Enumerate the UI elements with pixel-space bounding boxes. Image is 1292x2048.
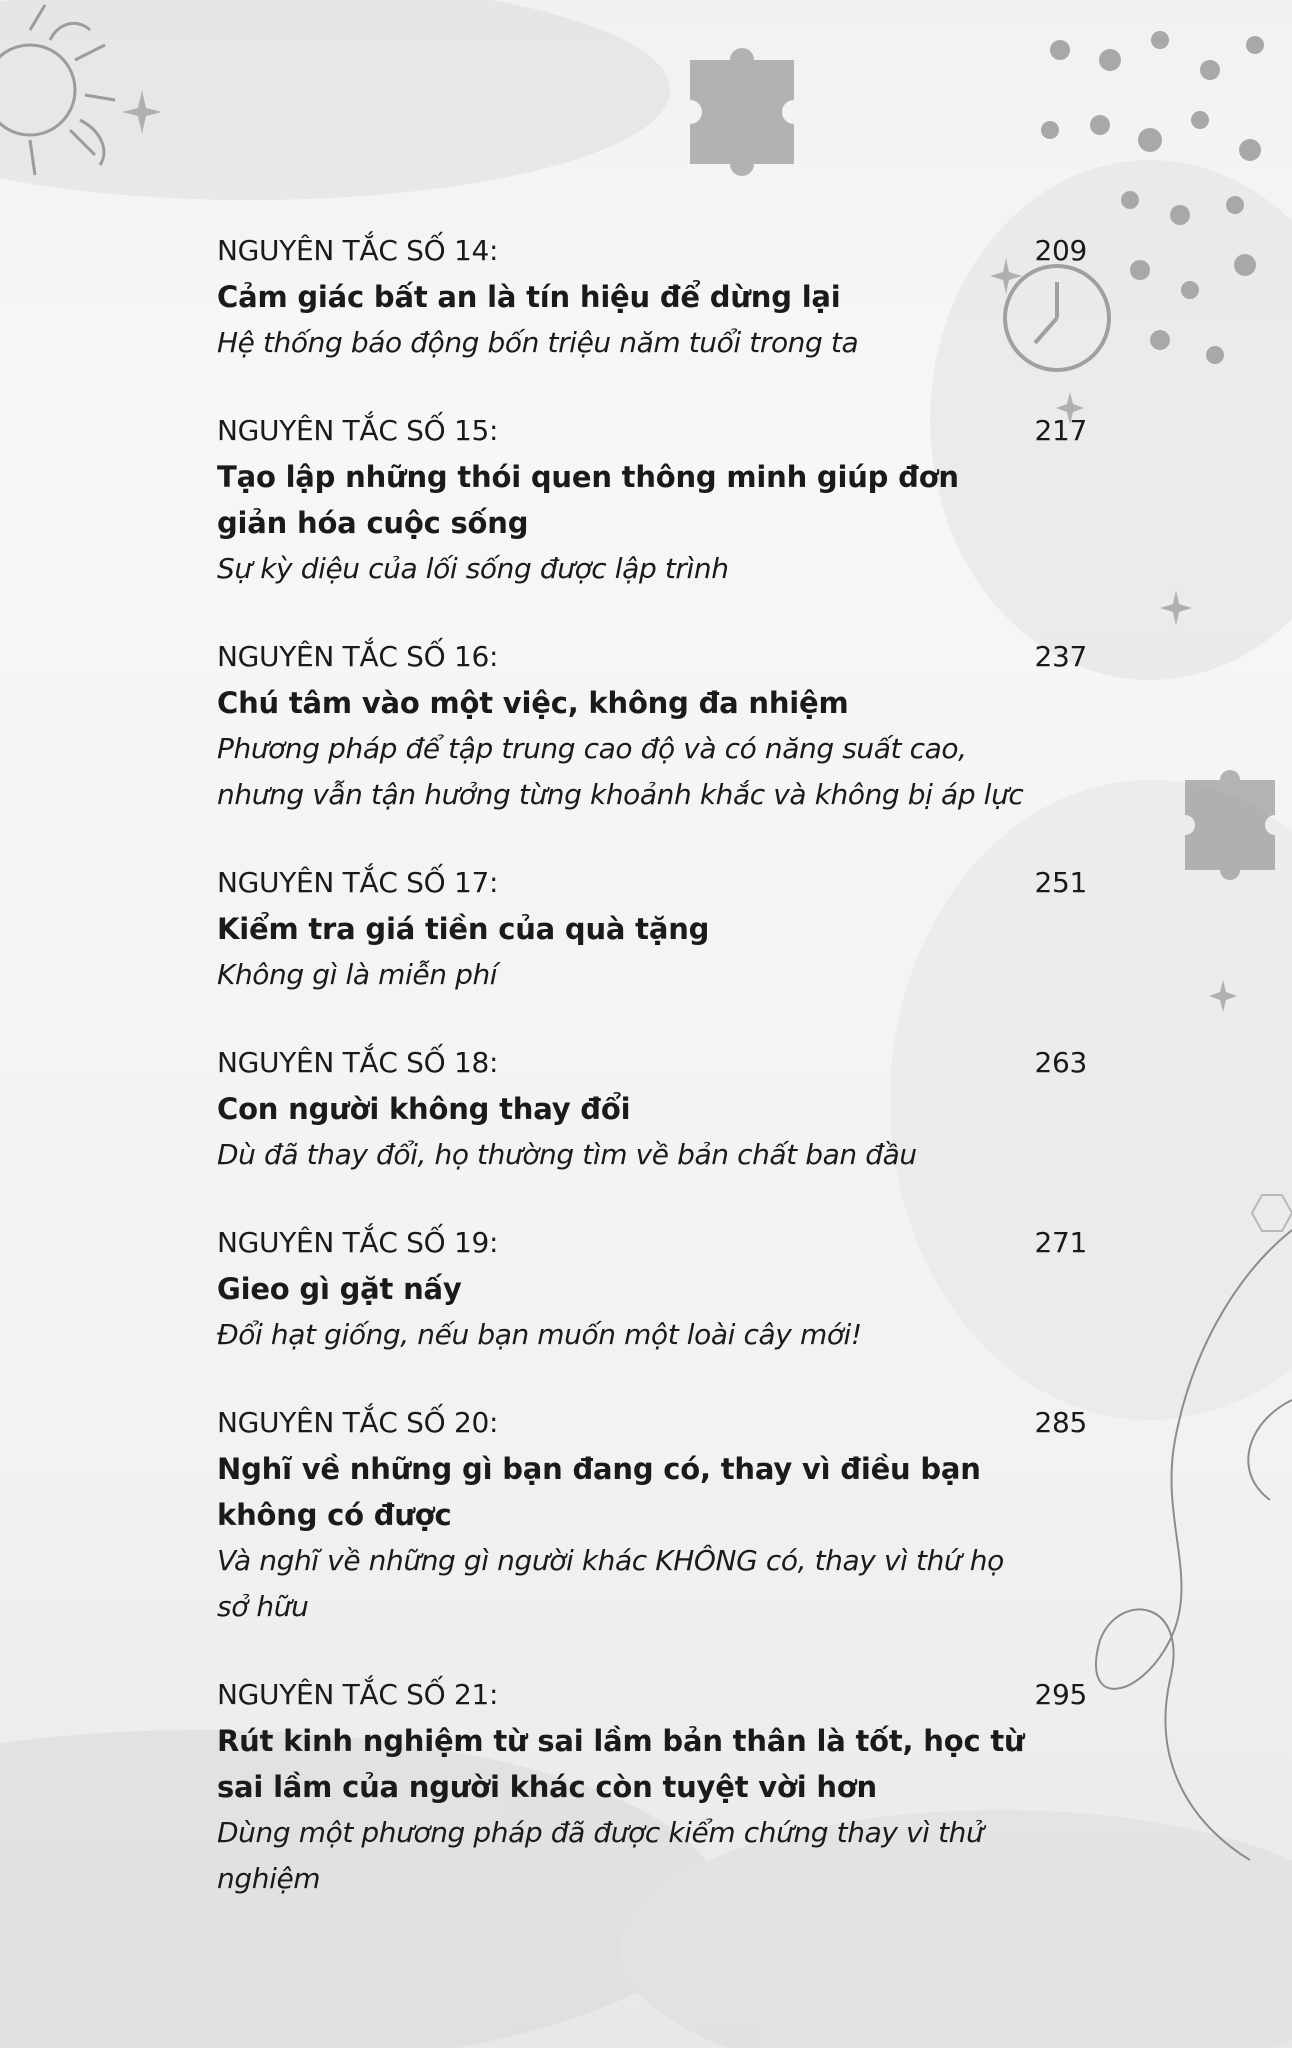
chapter-title: Gieo gì gặt nấy xyxy=(217,1272,462,1306)
page-number: 217 xyxy=(1034,414,1087,447)
page-number: 251 xyxy=(1034,866,1087,899)
chapter-subtitle: Phương pháp để tập trung cao độ và có năng suất cao, nhưng vẫn tận hưởng từng khoảnh khắc và không bị áp lực xyxy=(217,732,1024,811)
chapter-title: Kiểm tra giá tiền của quà tặng xyxy=(217,912,710,946)
chapter-title: Tạo lập những thói quen thông minh giúp đơn giản hóa cuộc sống xyxy=(217,460,959,540)
toc-entry-15 xyxy=(217,408,1087,592)
entry-heading-row xyxy=(217,228,1087,274)
chapter-title: Nghĩ về những gì bạn đang có, thay vì điều bạn không có được xyxy=(217,1452,981,1532)
toc-entry-20 xyxy=(217,1400,1087,1630)
entry-heading-row xyxy=(217,1040,1087,1086)
toc-entry-18 xyxy=(217,1040,1087,1178)
chapter-label: NGUYÊN TẮC SỐ 18: xyxy=(217,1046,499,1079)
chapter-label: NGUYÊN TẮC SỐ 15: xyxy=(217,414,499,447)
toc-entry-21 xyxy=(217,1672,1087,1902)
chapter-title: Con người không thay đổi xyxy=(217,1092,631,1126)
chapter-subtitle: Không gì là miễn phí xyxy=(217,958,498,991)
chapter-label: NGUYÊN TẮC SỐ 19: xyxy=(217,1226,499,1259)
page-number: 237 xyxy=(1034,640,1087,673)
entry-heading-row xyxy=(217,860,1087,906)
chapter-title: Cảm giác bất an là tín hiệu để dừng lại xyxy=(217,280,841,314)
chapter-label: NGUYÊN TẮC SỐ 17: xyxy=(217,866,499,899)
chapter-label: NGUYÊN TẮC SỐ 20: xyxy=(217,1406,499,1439)
page-number: 295 xyxy=(1034,1678,1087,1711)
toc-entry-17 xyxy=(217,860,1087,998)
chapter-title: Rút kinh nghiệm từ sai lầm bản thân là tốt, học từ sai lầm của người khác còn tuyệt vời hơn xyxy=(217,1724,1025,1804)
chapter-subtitle: Sự kỳ diệu của lối sống được lập trình xyxy=(217,552,729,585)
chapter-subtitle: Và nghĩ về những gì người khác KHÔNG có, thay vì thứ họ sở hữu xyxy=(217,1544,1004,1623)
page-number: 209 xyxy=(1034,234,1087,267)
entry-heading-row xyxy=(217,408,1087,454)
chapter-label: NGUYÊN TẮC SỐ 16: xyxy=(217,640,499,673)
chapter-subtitle: Đổi hạt giống, nếu bạn muốn một loài cây mới! xyxy=(217,1318,862,1351)
page-number: 271 xyxy=(1034,1226,1087,1259)
entry-heading-row xyxy=(217,1672,1087,1718)
chapter-subtitle: Dùng một phương pháp đã được kiểm chứng thay vì thử nghiệm xyxy=(217,1816,984,1895)
chapter-subtitle: Hệ thống báo động bốn triệu năm tuổi trong ta xyxy=(217,326,859,359)
page-number: 285 xyxy=(1034,1406,1087,1439)
chapter-label: NGUYÊN TẮC SỐ 14: xyxy=(217,234,499,267)
chapter-label: NGUYÊN TẮC SỐ 21: xyxy=(217,1678,499,1711)
entry-heading-row xyxy=(217,1400,1087,1446)
toc-entry-14 xyxy=(217,228,1087,366)
toc-entry-19 xyxy=(217,1220,1087,1358)
entry-heading-row xyxy=(217,634,1087,680)
chapter-subtitle: Dù đã thay đổi, họ thường tìm về bản chất ban đầu xyxy=(217,1138,917,1171)
chapter-title: Chú tâm vào một việc, không đa nhiệm xyxy=(217,686,849,720)
table-of-contents xyxy=(217,228,1087,1944)
entry-heading-row xyxy=(217,1220,1087,1266)
page-number: 263 xyxy=(1034,1046,1087,1079)
toc-entry-16 xyxy=(217,634,1087,818)
